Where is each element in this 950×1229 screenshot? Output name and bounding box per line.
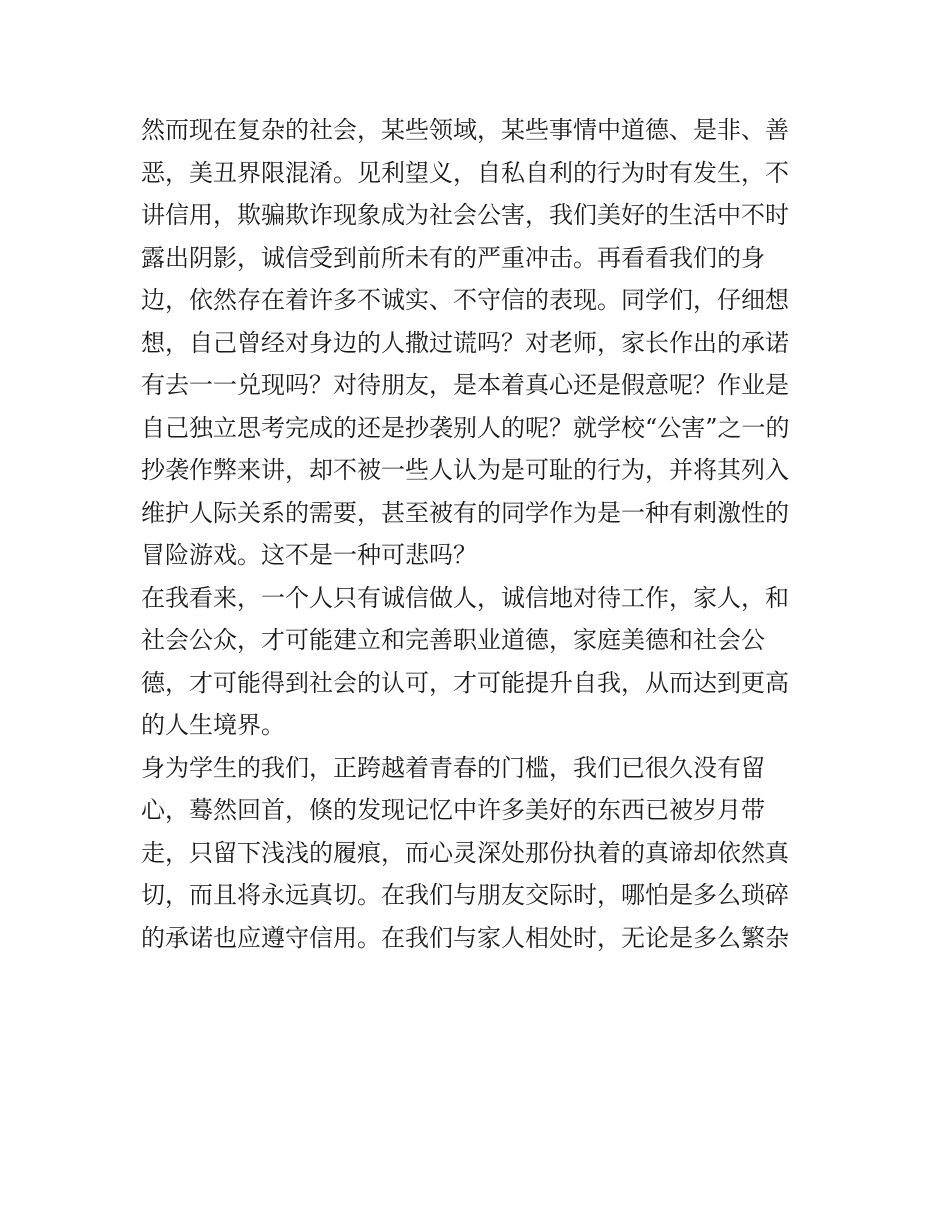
text-line: 的承诺也应遵守信用。在我们与家人相处时，无论是多么繁杂 (141, 923, 789, 952)
text-line: 恶，美丑界限混淆。见利望义，自私自利的行为时有发生，不 (141, 158, 789, 187)
body-text (141, 109, 831, 959)
text-line: 切，而且将永远真切。在我们与朋友交际时，哪怕是多么琐碎 (141, 881, 789, 909)
text-line: 心，蓦然回首，倏的发现记忆中许多美好的东西已被岁月带 (141, 796, 765, 824)
text-line: 维护人际关系的需要，甚至被有的同学作为是一种有刺激性的 (141, 498, 789, 527)
text-line: 社会公众，才可能建立和完善职业道德，家庭美德和社会公 (141, 626, 765, 654)
text-line: 德，才可能得到社会的认可，才可能提升自我，从而达到更高 (141, 668, 789, 697)
text-line: 在我看来，一个人只有诚信做人，诚信地对待工作，家人，和 (141, 583, 789, 612)
text-line: 冒险游戏。这不是一种可悲吗？ (141, 541, 477, 569)
text-line: 抄袭作弊来讲，却不被一些人认为是可耻的行为，并将其列入 (141, 456, 789, 484)
text-line: 然而现在复杂的社会，某些领域，某些事情中道德、是非、善 (141, 116, 789, 144)
text-line: 有去一一兑现吗？对待朋友，是本着真心还是假意呢？作业是 (141, 371, 789, 399)
text-line: 身为学生的我们，正跨越着青春的门槛，我们已很久没有留 (141, 753, 765, 782)
text-line: 露出阴影，诚信受到前所未有的严重冲击。再看看我们的身 (141, 243, 765, 272)
text-line: 的人生境界。 (141, 711, 285, 739)
text-line: 边，依然存在着许多不诚实、不守信的表现。同学们，仔细想 (141, 286, 789, 314)
text-line: 讲信用，欺骗欺诈现象成为社会公害，我们美好的生活中不时 (141, 201, 789, 229)
text-line: 想，自己曾经对身边的人撒过谎吗？对老师，家长作出的承诺 (141, 328, 789, 357)
text-line: 走，只留下浅浅的履痕，而心灵深处那份执着的真谛却依然真 (141, 838, 789, 867)
text-line: 自己独立思考完成的还是抄袭别人的呢？就学校“公害”之一的 (141, 413, 790, 442)
